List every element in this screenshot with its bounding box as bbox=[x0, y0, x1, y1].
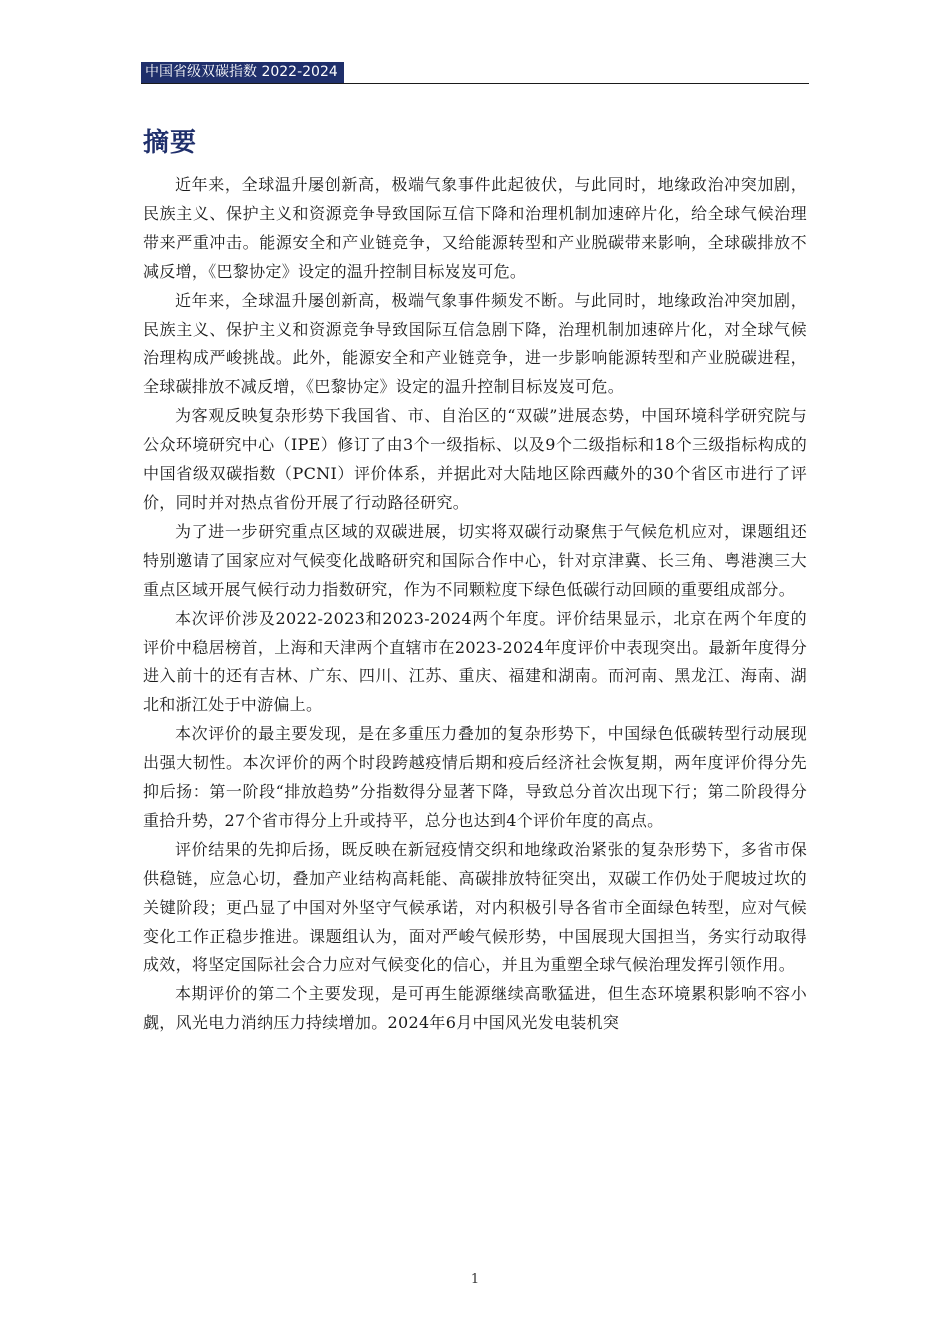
paragraph-3: 为客观反映复杂形势下我国省、市、自治区的“双碳”进展态势，中国环境科学研究院与公众环境研究中心（IPE）修订了由3个一级指标、以及9个二级指标和18个三级指标构成的中国省级双碳指数（PCNI）评价体系，并据此对大陆地区除西藏外的30个省区市进行了评价，同时并对热点省份开展了行动路径研究。 bbox=[143, 406, 807, 512]
paragraph-6: 本次评价的最主要发现，是在多重压力叠加的复杂形势下，中国绿色低碳转型行动展现出强大韧性。本次评价的两个时段跨越疫情后期和疫后经济社会恢复期，两年度评价得分先抑后扬：第一阶段“排放趋势”分指数得分显著下降，导致总分首次出现下行；第二阶段得分重拾升势，27个省市得分上升或持平，总分也达到4个评价年度的高点。 bbox=[143, 724, 807, 830]
paragraph-5: 本次评价涉及2022-2023和2023-2024两个年度。评价结果显示，北京在两个年度的评价中稳居榜首，上海和天津两个直辖市在2023-2024年度评价中表现突出。最新年度得分进入前十的还有吉林、广东、四川、江苏、重庆、福建和湖南。而河南、黑龙江、海南、湖北和浙江处于中游偏上。 bbox=[143, 608, 807, 715]
paragraph-1: 近年来，全球温升屡创新高，极端气象事件此起彼伏，与此同时，地缘政治冲突加剧，民族主义、保护主义和资源竞争导致国际互信下降和治理机制加速碎片化，给全球气候治理带来严重冲击。能源安全和产业链竞争，又给能源转型和产业脱碳带来影响，全球碳排放不减反增，《巴黎协定》设定的温升控制目标岌岌可危。 bbox=[143, 175, 807, 281]
paragraph-4: 为了进一步研究重点区域的双碳进展，切实将双碳行动聚焦于气候危机应对，课题组还特别邀请了国家应对气候变化战略研究和国际合作中心，针对京津冀、长三角、粤港澳三大重点区域开展气候行动力指数研究，作为不同颗粒度下绿色低碳行动回顾的重要组成部分。 bbox=[143, 521, 807, 599]
page-number: 1 bbox=[470, 1272, 480, 1287]
body-text bbox=[143, 171, 807, 1038]
paragraph-8: 本期评价的第二个主要发现，是可再生能源继续高歌猛进，但生态环境累积影响不容小觑，风光电力消纳压力持续增加。2024年6月中国风光发电装机突 bbox=[143, 984, 807, 1033]
paragraph-7: 评价结果的先抑后扬，既反映在新冠疫情交织和地缘政治紧张的复杂形势下，多省市保供稳链，应急心切，叠加产业结构高耗能、高碳排放特征突出，双碳工作仍处于爬坡过坎的关键阶段；更凸显了中国对外坚守气候承诺，对内积极引导各省市全面绿色转型，应对气候变化工作正稳步推进。课题组认为，面对严峻气候形势，中国展现大国担当，务实行动取得成效，将坚定国际社会合力应对气候变化的信心，并且为重塑全球气候治理发挥引领作用。 bbox=[143, 839, 807, 975]
header-rule bbox=[141, 83, 809, 84]
section-title: 摘要 bbox=[143, 128, 198, 158]
paragraph-2: 近年来，全球温升屡创新高，极端气象事件频发不断。与此同时，地缘政治冲突加剧，民族主义、保护主义和资源竞争导致国际互信急剧下降，治理机制加速碎片化，对全球气候治理构成严峻挑战。此外，能源安全和产业链竞争，进一步影响能源转型和产业脱碳进程，全球碳排放不减反增，《巴黎协定》设定的温升控制目标岌岌可危。 bbox=[143, 290, 807, 397]
running-header-title: 中国省级双碳指数 2022-2024 bbox=[141, 62, 344, 83]
